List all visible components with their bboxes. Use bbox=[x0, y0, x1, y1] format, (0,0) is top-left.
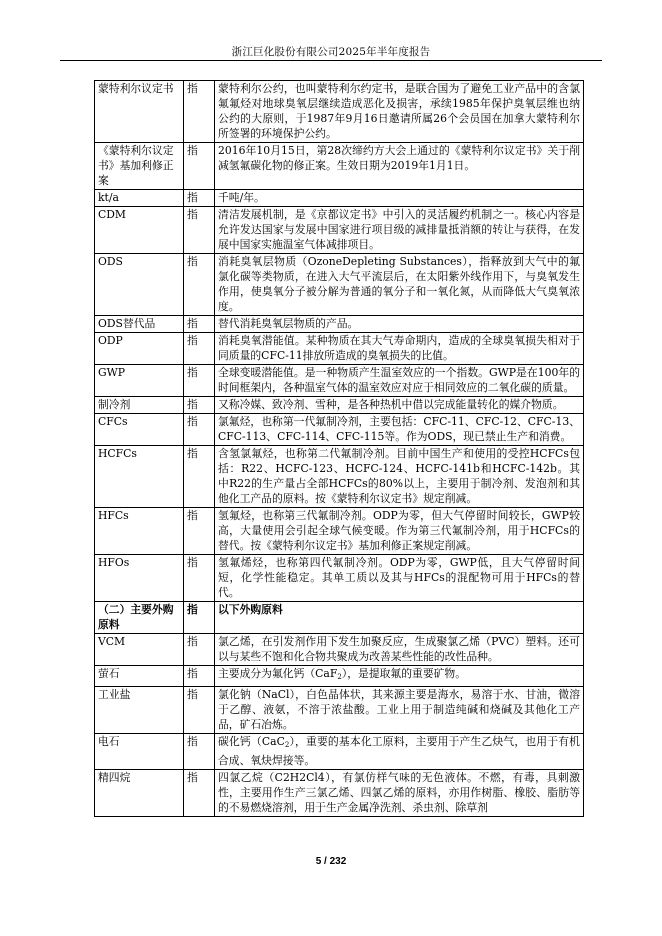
definition-cell: 千吨/年。 bbox=[215, 190, 584, 207]
refers-cell: 指 bbox=[184, 414, 215, 446]
definition-cell: 消耗臭氧层物质（OzoneDepleting Substances），指释放到大气中的氟氯化碳等类物质，在进入大气平流层后，在太阳紫外线作用下，与臭氧发生作用，使臭氧分子被分解为普通的氧分子和一氧化氮，从而降低大气臭氧浓度。 bbox=[215, 254, 584, 316]
refers-cell: 指 bbox=[184, 316, 215, 333]
definition-cell: 氯化钠（NaCl），白色晶体状，其来源主要是海水，易溶于水、甘油，微溶于乙醇、液氨，不溶于浓盐酸。工业上用于制造纯碱和烧碱及其他化工产品，矿石冶炼。 bbox=[215, 687, 584, 734]
definition-text: ），是提取氟的重要矿物。 bbox=[341, 667, 467, 680]
definition-cell: 氢氟烃，也称第三代氟制冷剂。ODP为零，但大气停留时间较长，GWP较高，大量使用会引起全球气候变暖。作为第三代氟制冷剂，用于HCFCs的替代。按《蒙特利尔议定书》基加利修正案规定削减。 bbox=[215, 508, 584, 555]
table-row bbox=[95, 143, 584, 190]
definition-cell: 又称冷媒、致冷剂、雪种，是各种热机中借以完成能量转化的媒介物质。 bbox=[215, 397, 584, 414]
table-row bbox=[95, 687, 584, 734]
table-row bbox=[95, 446, 584, 508]
definition-cell bbox=[215, 666, 584, 687]
table-row bbox=[95, 634, 584, 666]
table-row bbox=[95, 555, 584, 602]
subscript: 2 bbox=[337, 673, 342, 681]
term-cell: 精四烷 bbox=[95, 770, 184, 817]
definition-cell: 含氢氯氟烃，也称第二代氟制冷剂。目前中国生产和使用的受控HCFCs包括：R22、HCFC-123、HCFC-124、HCFC-141b和HCFC-142b。其中R22的生产量占全部HCFCs的80%以上，主要用于制冷剂、发泡剂和其他化工产品的原料。按《蒙特利尔议定书》规定削减。 bbox=[215, 446, 584, 508]
refers-cell: 指 bbox=[184, 190, 215, 207]
table-row bbox=[95, 734, 584, 770]
refers-cell: 指 bbox=[184, 446, 215, 508]
section-header-row bbox=[95, 602, 584, 634]
subscript: 2 bbox=[284, 741, 290, 749]
definition-cell: 氯氟烃，也称第一代氟制冷剂，主要包括：CFC-11、CFC-12、CFC-13、CFC-113、CFC-114、CFC-115等。作为ODS，现已禁止生产和消费。 bbox=[215, 414, 584, 446]
term-cell: kt/a bbox=[95, 190, 184, 207]
refers-cell: 指 bbox=[184, 508, 215, 555]
definition-cell: 全球变暖潜能值。是一种物质产生温室效应的一个指数。GWP是在100年的时间框架内，各种温室气体的温室效应对应于相同效应的二氧化碳的质量。 bbox=[215, 365, 584, 397]
definition-cell: 消耗臭氧潜能值。某种物质在其大气寿命期内，造成的全球臭氧损失相对于同质量的CFC-11排放所造成的臭氧损失的比值。 bbox=[215, 333, 584, 365]
header-rule bbox=[60, 60, 602, 61]
definition-cell: 替代消耗臭氧层物质的产品。 bbox=[215, 316, 584, 333]
table-row bbox=[95, 207, 584, 254]
refers-cell: 指 bbox=[184, 333, 215, 365]
term-cell: HFOs bbox=[95, 555, 184, 602]
definition-cell: 氢氟烯烃，也称第四代氟制冷剂。ODP为零，GWP低，且大气停留时间短，化学性能稳定。其单工质以及其与HFCs的混配物可用于HFCs的替代。 bbox=[215, 555, 584, 602]
refers-cell: 指 bbox=[184, 81, 215, 143]
section-description: 以下外购原料 bbox=[215, 602, 584, 634]
table-row bbox=[95, 414, 584, 446]
refers-cell: 指 bbox=[184, 365, 215, 397]
table-row bbox=[95, 508, 584, 555]
definition-cell: 氯乙烯，在引发剂作用下发生加聚反应，生成聚氯乙烯（PVC）塑料。还可以与某些不饱和化合物共聚成为改善某些性能的改性品种。 bbox=[215, 634, 584, 666]
table-row bbox=[95, 316, 584, 333]
term-cell: 工业盐 bbox=[95, 687, 184, 734]
term-cell: CDM bbox=[95, 207, 184, 254]
definition-cell: 2016年10月15日，第28次缔约方大会上通过的《蒙特利尔议定书》关于削减氢氟碳化物的修正案。生效日期为2019年1月1日。 bbox=[215, 143, 584, 190]
page-number: 5 / 232 bbox=[315, 856, 347, 867]
refers-cell: 指 bbox=[184, 687, 215, 734]
refers-cell: 指 bbox=[184, 555, 215, 602]
definition-text: 主要成分为氟化钙（CaF bbox=[218, 667, 338, 680]
term-cell: 蒙特利尔议定书 bbox=[95, 81, 184, 143]
term-cell: ODP bbox=[95, 333, 184, 365]
definition-cell bbox=[215, 734, 584, 770]
table-row bbox=[95, 666, 584, 687]
refers-cell: 指 bbox=[184, 770, 215, 817]
glossary-table bbox=[94, 80, 584, 817]
term-cell: VCM bbox=[95, 634, 184, 666]
table-row bbox=[95, 333, 584, 365]
definition-cell: 清洁发展机制，是《京都议定书》中引入的灵活履约机制之一。核心内容是允许发达国家与发展中国家进行项目级的减排量抵消额的转让与获得，在发展中国家实施温室气体减排项目。 bbox=[215, 207, 584, 254]
term-cell: 萤石 bbox=[95, 666, 184, 687]
table-row bbox=[95, 254, 584, 316]
refers-cell: 指 bbox=[184, 254, 215, 316]
refers-cell: 指 bbox=[184, 207, 215, 254]
refers-cell: 指 bbox=[184, 666, 215, 687]
table-row bbox=[95, 397, 584, 414]
term-cell: CFCs bbox=[95, 414, 184, 446]
term-cell: ODS bbox=[95, 254, 184, 316]
definition-text: ），重要的基本化工原料，主要用于产生乙炔气，也用于有机合成、氧炔焊接等。 bbox=[218, 735, 580, 767]
table-row bbox=[95, 770, 584, 817]
refers-cell: 指 bbox=[184, 734, 215, 770]
term-cell: 电石 bbox=[95, 734, 184, 770]
term-cell: HCFCs bbox=[95, 446, 184, 508]
refers-cell: 指 bbox=[184, 634, 215, 666]
term-cell: GWP bbox=[95, 365, 184, 397]
definition-cell: 四氯乙烷（C2H2Cl4），有氯仿样气味的无色液体。不燃，有毒，具刺激性，主要用作生产三氯乙烯、四氯乙烯的原料，亦用作树脂、橡胶、脂肪等的不易燃烧溶剂，用于生产金属净洗剂、杀虫剂、除草剂 bbox=[215, 770, 584, 817]
term-cell: ODS替代品 bbox=[95, 316, 184, 333]
table-row bbox=[95, 365, 584, 397]
refers-cell: 指 bbox=[184, 397, 215, 414]
table-row bbox=[95, 190, 584, 207]
section-title: （二）主要外购原料 bbox=[95, 602, 184, 634]
term-cell: 制冷剂 bbox=[95, 397, 184, 414]
term-cell: 《蒙特利尔议定书》基加利修正案 bbox=[95, 143, 184, 190]
table-row bbox=[95, 81, 584, 143]
refers-cell: 指 bbox=[184, 602, 215, 634]
term-cell: HFCs bbox=[95, 508, 184, 555]
definition-cell: 蒙特利尔公约，也叫蒙特利尔约定书，是联合国为了避免工业产品中的含氯氟氟烃对地球臭氧层继续造成恶化及损害，承续1985年保护臭氧层维也纳公约的大原则，于1987年9月16日邀请所属26个会员国在加拿大蒙特利尔所签署的环境保护公约。 bbox=[215, 81, 584, 143]
page-header: 浙江巨化股份有限公司2025年半年度报告 bbox=[231, 46, 431, 58]
refers-cell: 指 bbox=[184, 143, 215, 190]
definition-text: 碳化钙（CaC bbox=[218, 735, 285, 748]
